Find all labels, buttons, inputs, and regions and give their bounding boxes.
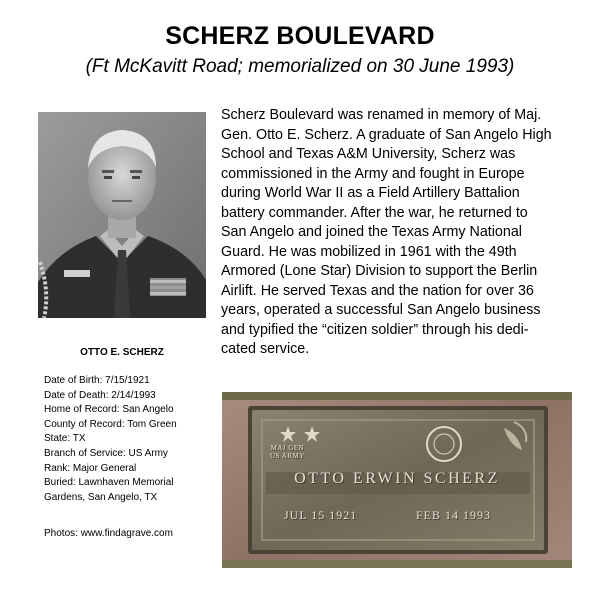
plaque-branch-line: US ARMY — [270, 452, 305, 460]
bio-line: cated service. — [221, 341, 310, 357]
bio-line: battery commander. After the war, he returned to — [221, 204, 528, 221]
fact-branch: Branch of Service: US Army — [44, 447, 168, 459]
page-subtitle: (Ft McKavitt Road; memorialized on 30 June 1993) — [85, 56, 515, 77]
page-title: SCHERZ BOULEVARD — [165, 22, 435, 50]
fact-buried: Buried: Lawnhaven Memorial Gardens, San Angelo, TX — [44, 477, 174, 503]
plaque-name: OTTO ERWIN SCHERZ — [294, 470, 500, 487]
fact-death: Date of Death: 2/14/1993 — [44, 389, 156, 401]
bio-line: during World War II as a Field Artillery Battalion — [221, 185, 520, 201]
bio-line: Airlift. He served Texas and the nation for over 36 — [221, 282, 534, 299]
fact-rank: Rank: Major General — [44, 462, 137, 474]
bio-line: Armored (Lone Star) Division to support the Berlin — [221, 263, 538, 279]
fact-birth: Date of Birth: 7/15/1921 — [44, 375, 150, 386]
portrait-caption: OTTO E. SCHERZ — [80, 347, 164, 358]
plaque-rank-line: MAJ GEN — [270, 444, 305, 452]
bio-line: Scherz Boulevard was renamed in memory of Maj. — [221, 107, 542, 123]
plaque-death-date: FEB 14 1993 — [416, 508, 492, 522]
bio-line: years, operated a successful San Angelo business — [221, 302, 541, 318]
service-facts — [44, 374, 214, 505]
fact-home: Home of Record: San Angelo — [44, 404, 174, 416]
biography — [221, 106, 575, 360]
bio-line: Gen. Otto E. Scherz. A graduate of San Angelo High — [221, 126, 552, 143]
fact-state: State: TX — [44, 433, 86, 445]
photo-credit: Photos: www.findagrave.com — [44, 528, 173, 539]
plaque-born-date: JUL 15 1921 — [284, 508, 358, 522]
bio-line: San Angelo and joined the Texas Army National — [221, 224, 522, 240]
bio-line: commissioned in the Army and fought in Europe — [221, 165, 525, 182]
plaque-rank — [270, 444, 305, 460]
portrait-photo — [38, 112, 206, 318]
bio-line: Guard. He was mobilized in 1961 with the 49th — [221, 243, 517, 260]
grave-marker-photo — [222, 392, 572, 568]
fact-county: County of Record: Tom Green — [44, 418, 177, 430]
bio-line: and typified the “citizen soldier” through his dedi- — [221, 321, 529, 338]
bio-line: School and Texas A&M University, Scherz was — [221, 146, 516, 162]
